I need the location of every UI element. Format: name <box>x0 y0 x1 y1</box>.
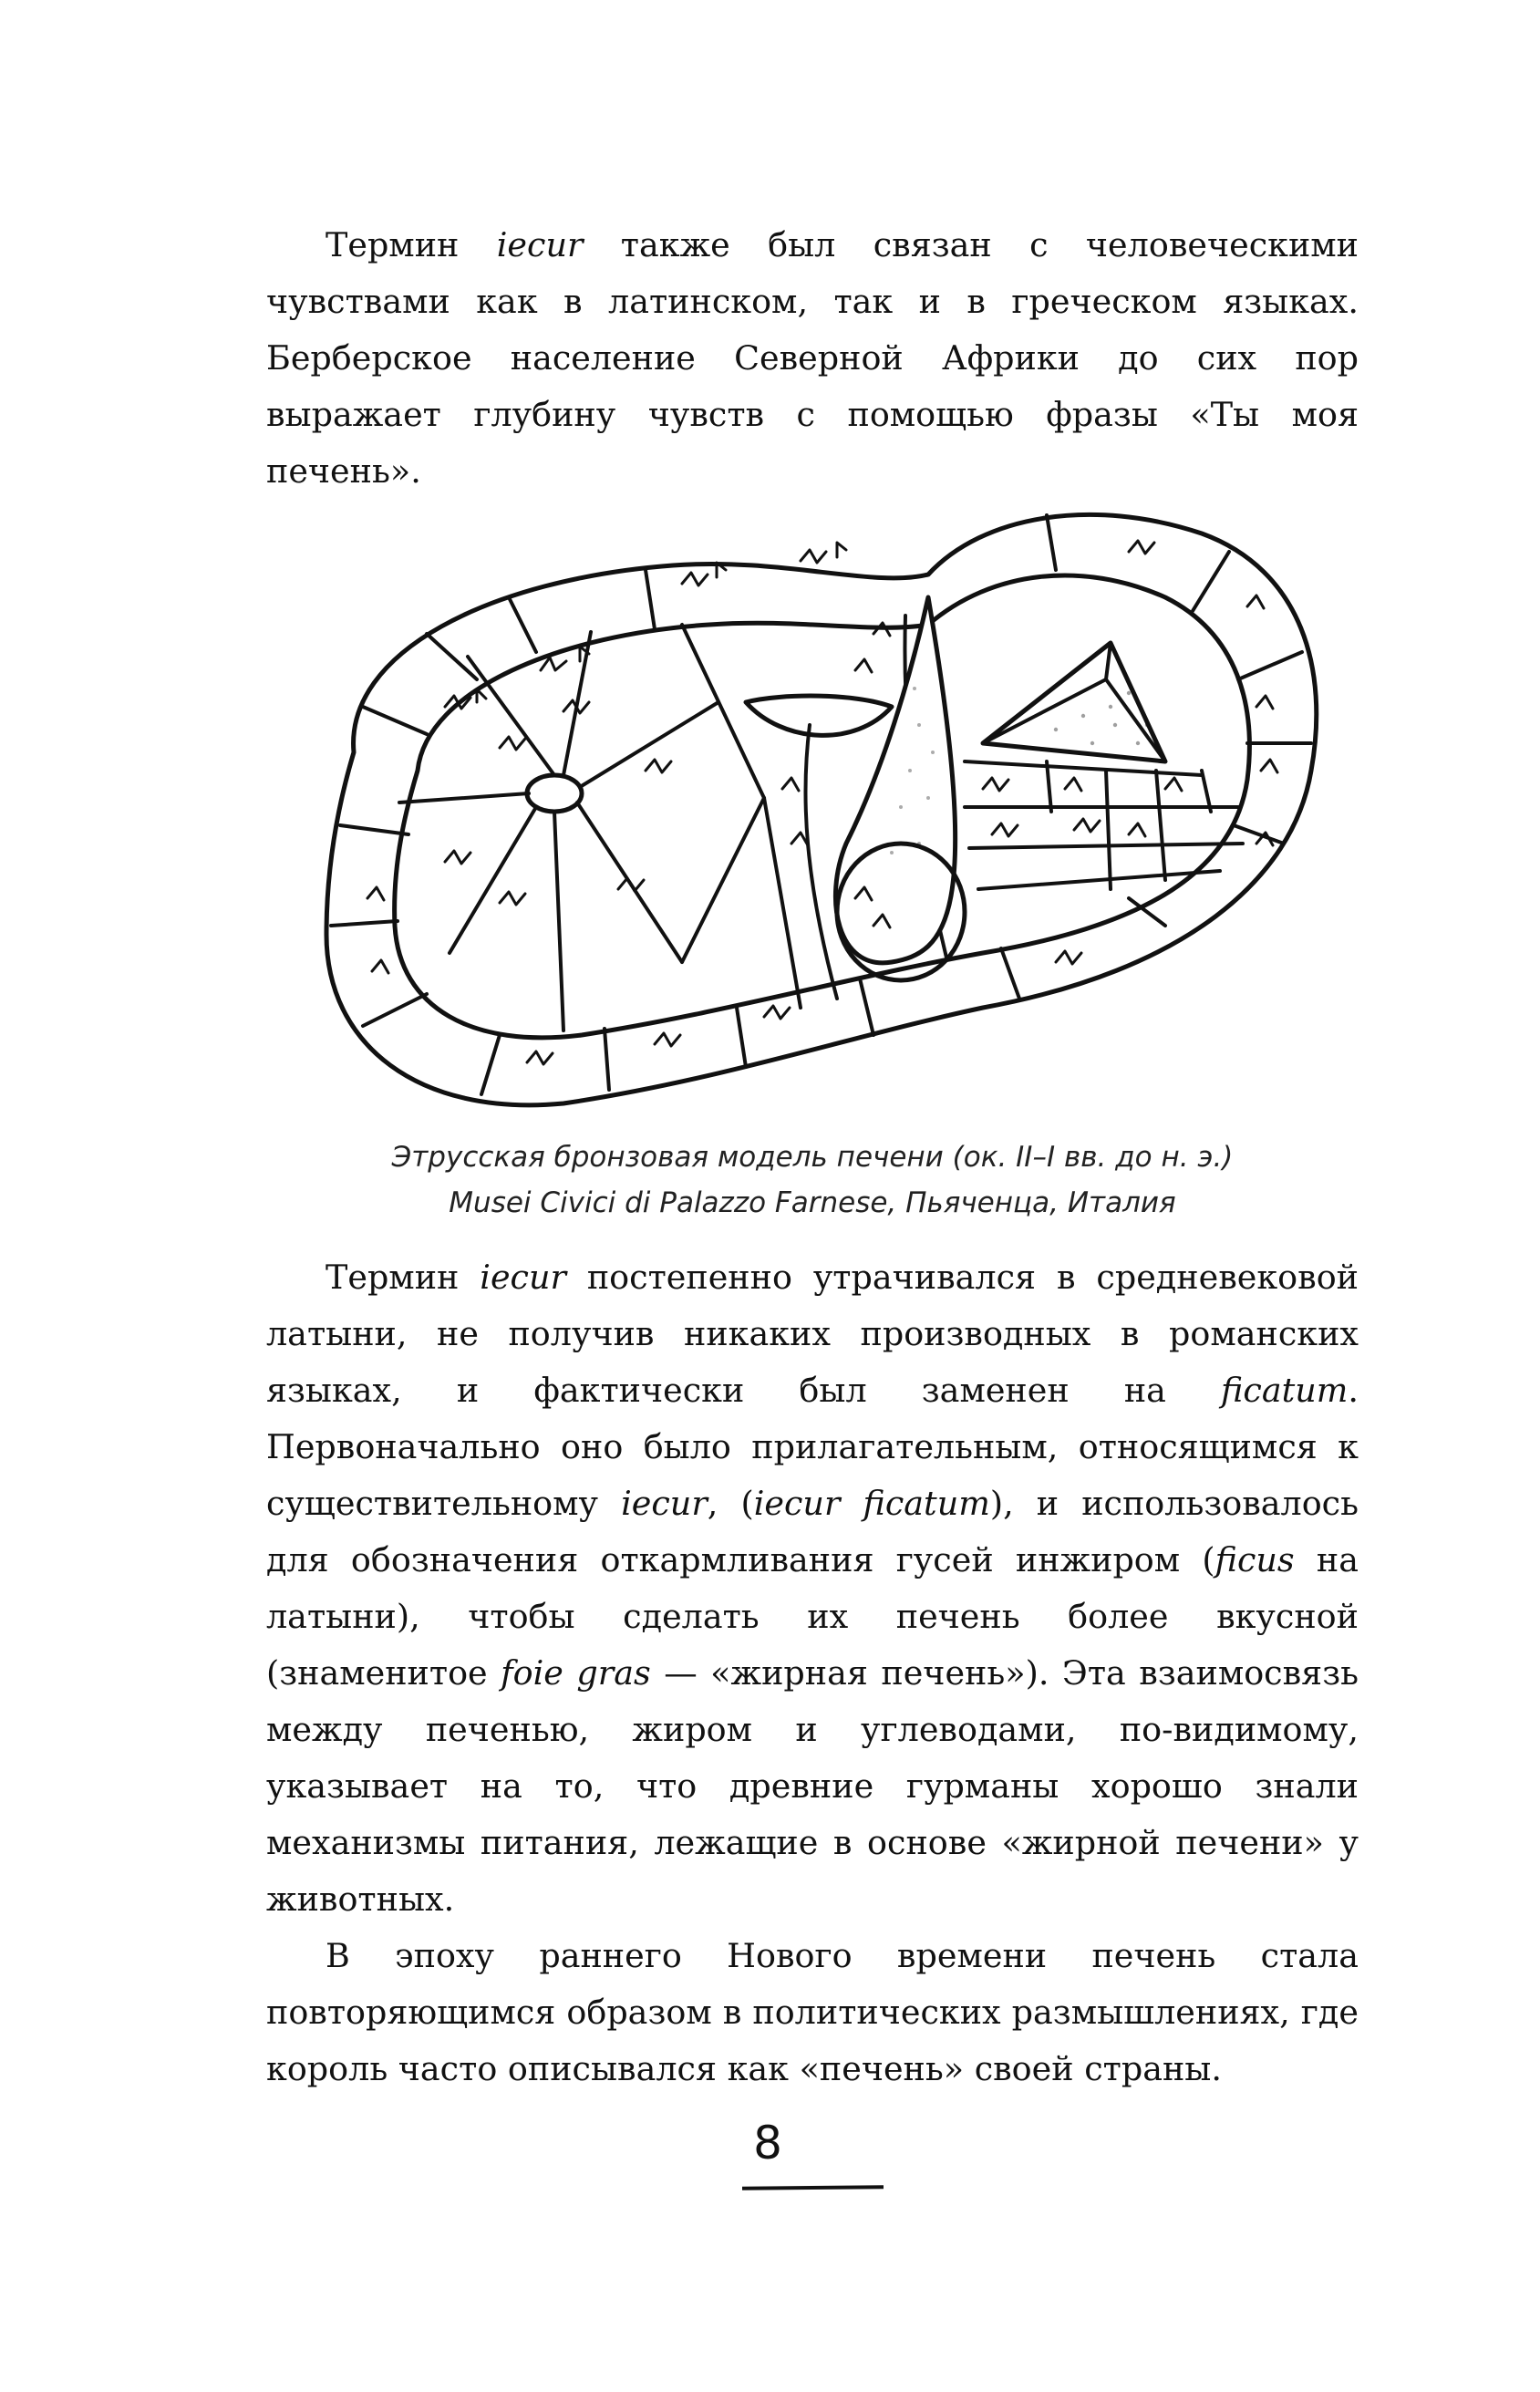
term-iecur: iecur <box>496 225 584 264</box>
caption-line-1: Этрусская бронзовая модель печени (ок. II–I вв. до н. э.) <box>391 1141 1234 1174</box>
paragraph-2: Термин iecur постепенно утрачивался в средневековой латыни, не получив никаких производных в романских языках, и фактически был заменен на ficatum. Первоначально оно было прилагательным, относящимся к существительному iecur, (iecur ficatum), и использовалось для обозначения откармливания гусей инжиром (ficus на латыни), чтобы сделать их печень более вкусной (знаменитое foie gras — «жирная печень»). Эта взаимосвязь между печенью, жиром и углеводами, по-видимому, указывает на то, что древние гурманы хорошо знали механизмы питания, лежащие в основе «жирной печени» у животных. <box>266 1258 1359 1919</box>
paragraph-1-text: Термин iecur также был связан с человеческими чувствами как в латинском, так и в греческом языках. Берберское население Северной Африки до сих пор выражает глубину чувств с помощью фразы «Ты моя печень». <box>266 225 1359 491</box>
paragraph-1 <box>266 217 1359 500</box>
page-number-rule <box>742 2185 884 2190</box>
body-text <box>266 1249 1359 2097</box>
etruscan-liver-figure <box>290 497 1338 1135</box>
liver-model-illustration <box>290 497 1338 1135</box>
caption-line-2: Musei Civici di Palazzo Farnese, Пьяченца, Италия <box>449 1186 1176 1219</box>
page-number: 8 <box>753 2117 782 2169</box>
figure-caption <box>266 1134 1359 1226</box>
paragraph-3: В эпоху раннего Нового времени печень стала повторяющимся образом в политических размышлениях, где король часто описывался как «печень» своей страны. <box>266 1936 1359 2088</box>
